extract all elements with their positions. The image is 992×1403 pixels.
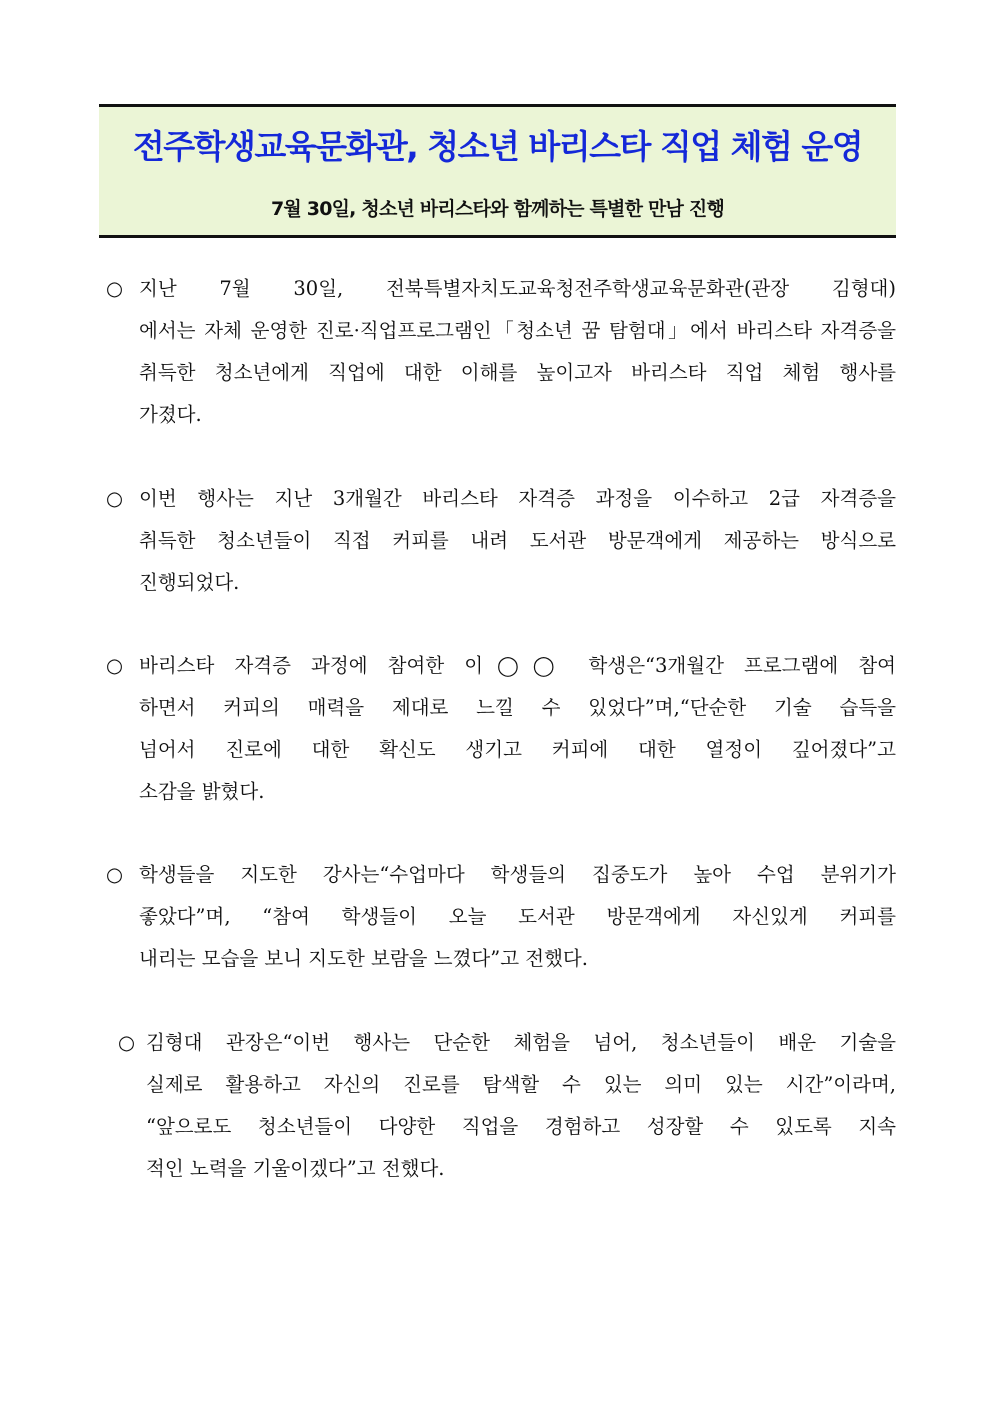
paragraph-line: 내리는 모습을 보니 지도한 보람을 느꼈다”고 전했다. — [139, 947, 588, 970]
paragraph-event-overview — [106, 268, 896, 436]
paragraph-line: 취득한 청소년들이 직접 커피를 내려 도서관 방문객에게 제공하는 방식으로 — [139, 529, 896, 552]
paragraph-line: 좋았다”며, “참여 학생들이 오늘 도서관 방문객에게 자신있게 커피를 — [139, 905, 896, 928]
paragraph-line: 진행되었다. — [139, 571, 240, 594]
paragraph-line: 김형대 관장은“이번 행사는 단순한 체험을 넘어, 청소년들이 배운 기술을 — [146, 1031, 896, 1054]
page-title: 전주학생교육문화관, 청소년 바리스타 직업 체험 운영 — [132, 127, 863, 166]
paragraph-line: 소감을 밝혔다. — [139, 780, 265, 803]
paragraph-line: 취득한 청소년에게 직업에 대한 이해를 높이고자 바리스타 직업 체험 행사를 — [139, 361, 896, 384]
bullet-circle-icon: ○ — [106, 487, 124, 510]
paragraph-student-quote — [106, 645, 896, 813]
bullet-circle-icon: ○ — [106, 654, 124, 677]
paragraph-line: 적인 노력을 기울이겠다”고 전했다. — [146, 1157, 445, 1180]
paragraph-line: 바리스타 자격증 과정에 참여한 이◯◯ 학생은“3개월간 프로그램에 참여 — [139, 654, 896, 677]
paragraph-event-method — [106, 478, 896, 604]
paragraph-line: 지난 7월 30일, 전북특별자치도교육청전주학생교육문화관(관장 김형대) — [139, 277, 896, 300]
paragraph-line: 에서는 자체 운영한 진로·직업프로그램인「청소년 꿈 탐험대」에서 바리스타 자격증을 — [139, 319, 896, 342]
page-subtitle: 7월 30일, 청소년 바리스타와 함께하는 특별한 만남 진행 — [270, 198, 725, 220]
paragraph-line: 넘어서 진로에 대한 확신도 생기고 커피에 대한 열정이 깊어졌다”고 — [139, 738, 896, 761]
paragraph-line: “앞으로도 청소년들이 다양한 직업을 경험하고 성장할 수 있도록 지속 — [146, 1115, 896, 1138]
paragraph-line: 이번 행사는 지난 3개월간 바리스타 자격증 과정을 이수하고 2급 자격증을 — [139, 487, 896, 510]
paragraph-line: 가졌다. — [139, 403, 202, 426]
paragraph-line: 학생들을 지도한 강사는“수업마다 학생들의 집중도가 높아 수업 분위기가 — [139, 863, 896, 886]
paragraph-line: 하면서 커피의 매력을 제대로 느낄 수 있었다”며,“단순한 기술 습득을 — [139, 696, 896, 719]
paragraph-director-quote — [118, 1022, 896, 1190]
bullet-circle-icon: ○ — [118, 1031, 136, 1054]
bullet-circle-icon: ○ — [106, 863, 124, 886]
paragraph-instructor-quote — [106, 854, 896, 980]
bullet-circle-icon: ○ — [106, 277, 124, 300]
paragraph-line: 실제로 활용하고 자신의 진로를 탐색할 수 있는 의미 있는 시간”이라며, — [146, 1073, 896, 1096]
title-box — [99, 104, 896, 238]
